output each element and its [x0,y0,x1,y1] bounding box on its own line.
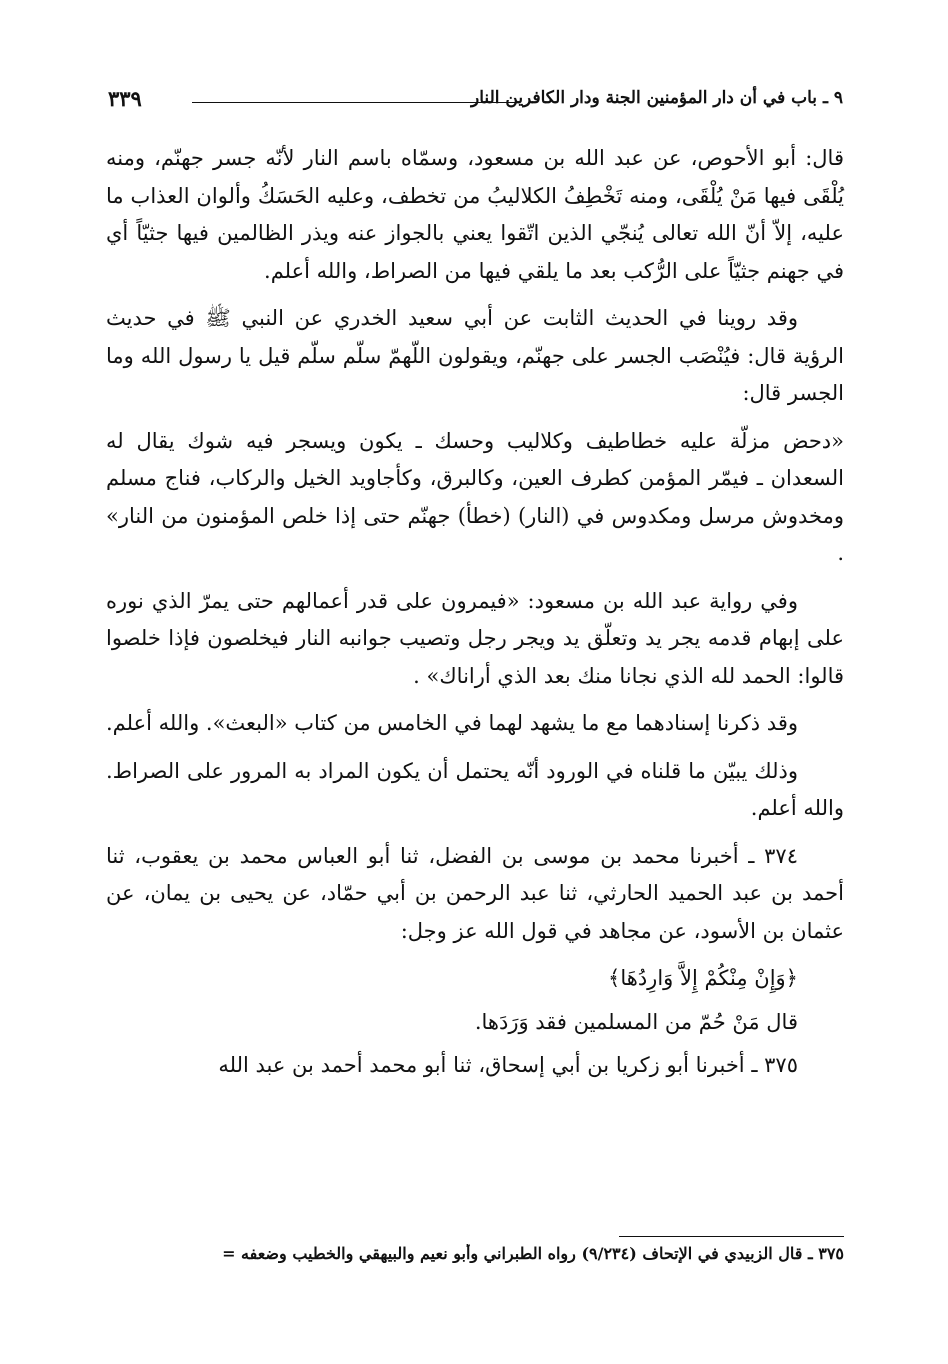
paragraph-hadith-374: ٣٧٤ ـ أخبرنا محمد بن موسى بن الفضل، ثنا أبو العباس محمد بن يعقوب، ثنا أحمد بن عبد الحميد الحارثي، ثنا عبد الرحمن بن أبي حمّاد، عن يحيى بن يمان، عن عثمان بن الأسود، عن مجاهد في قول الله عز وجل: [106,843,844,943]
paragraph-isnad-note: وقد ذكرنا إسنادهما مع ما يشهد لهما في الخامس من كتاب «البعث». والله أعلم. [106,711,798,735]
running-title: ٩ ـ باب في أن دار المؤمنين الجنة ودار الكافرين النار [471,88,843,108]
footnote: ٣٧٥ ـ قال الزبيدي في الإتحاف (٩/٢٣٤) رواه الطبراني وأبو نعيم والبيهقي والخطيب وضعفه = [222,1244,844,1263]
footnote-rule [619,1236,844,1237]
paragraph-hadith-ruya: وقد روينا في الحديث الثابت عن أبي سعيد الخدري عن النبي ﷺ في حديث الرؤية قال: فيُنْصَب الجسر على جهنّم، ويقولون اللّهمّ سلّم سلّم قيل يا رسول الله وما الجسر قال: [106,306,844,405]
paragraph-wurud-note: وذلك يبيّن ما قلناه في الورود أنّه يحتمل أن يكون المراد به المرور على الصراط. والله أعلم. [106,758,844,820]
paragraph-ibn-masud-riwaya: وفي رواية عبد الله بن مسعود: «فيمرون على قدر أعمالهم حتى يمرّ الذي نوره على إبهام قدمه يجر يد وتعلّق يد ويجر رجل وتصيب جوانبه النار فيخلصون فإذا خلصوا قالوا: الحمد لله الذي نجانا منك بعد الذي أراناك» . [106,588,844,688]
quran-verse: ﴿وَإِنْ مِنْكُمْ إِلاَّ وَارِدُهَا﴾ [608,966,798,990]
body-text [106,140,844,1095]
header-rule [192,102,517,103]
paragraph-after-verse: قال مَنْ حُمّ من المسلمين فقد وَرَدَها. [474,1009,798,1034]
page-header [108,88,843,118]
paragraph-hadith-375: ٣٧٥ ـ أخبرنا أبو زكريا بن أبي إسحاق، ثنا أبو محمد أحمد بن عبد الله [218,1053,798,1077]
page-number: ٣٣٩ [108,86,142,111]
paragraph-jisr-jahannam: قال: أبو الأحوص، عن عبد الله بن مسعود، وسمّاه باسم النار لأنّه جسر جهنّم، ومنه يُلْقَى فيها مَنْ يُلْقَى، ومنه تَخْطِفُ الكلاليبُ من تخطف، وعليه الحَسَكُ وألوان العذاب ما عليه، إلاّ أنّ الله تعالى يُنجّي الذين اتّقوا يعني بالجواز عنه ويذر الظالمين فيها جثيّاً أي في جهنم جثيّاً على الرُّكب بعد ما يلقي فيها من الصراط، والله أعلم. [106,146,844,283]
paragraph-hadith-quote: «دحض مزلّة عليه خطاطيف وكلاليب وحسك ـ يكون ويسجر فيه شوك يقال له السعدان ـ فيمّر المؤمن كطرف العين، وكالبرق، وكأجاويد الخيل والركاب، فناج مسلم ومخدوش مرسل ومكدوس في (النار) (خطأ) جهنّم حتى إذا خلص المؤمنون من النار» . [106,428,844,565]
